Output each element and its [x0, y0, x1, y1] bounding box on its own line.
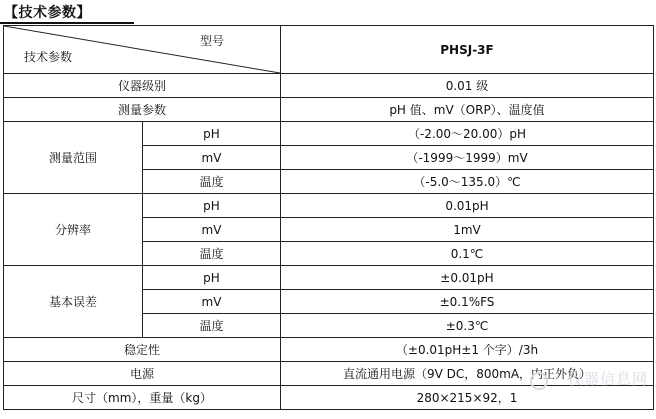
sub-label: 温度	[143, 170, 281, 194]
row-value: （-2.00～20.00）pH	[281, 122, 654, 146]
row-label: 稳定性	[4, 338, 281, 362]
row-value: 280×215×92，1	[281, 386, 654, 410]
row-value: 直流通用电源（9V DC，800mA，内正外负）	[281, 362, 654, 386]
table-row	[4, 194, 654, 218]
watermark: 仪器信息网	[567, 370, 648, 388]
watermark-logo-icon	[530, 372, 548, 390]
sub-label: mV	[143, 146, 281, 170]
row-label: 仪器级别	[4, 74, 281, 98]
model-label: 型号	[199, 34, 224, 48]
table-row	[4, 122, 654, 146]
row-label: 测量参数	[4, 98, 281, 122]
row-value: （-1999～1999）mV	[281, 146, 654, 170]
row-value: （±0.01pH±1 个字）/3h	[281, 338, 654, 362]
row-value: 0.01 级	[281, 74, 654, 98]
table-row	[4, 338, 654, 362]
row-value: ±0.1%FS	[281, 290, 654, 314]
row-label: 尺寸（mm），重量（kg）	[4, 386, 281, 410]
sub-label: pH	[143, 266, 281, 290]
sub-label: 温度	[143, 314, 281, 338]
table-row	[4, 74, 654, 98]
param-label: 技术参数	[24, 50, 73, 64]
row-value: （-5.0～135.0）℃	[281, 170, 654, 194]
sub-label: pH	[143, 194, 281, 218]
model-value: PHSJ-3F	[281, 26, 654, 74]
section-heading: 【技术参数】	[4, 5, 91, 21]
row-value: 0.01pH	[281, 194, 654, 218]
header-row	[4, 26, 654, 74]
row-label: 电源	[4, 362, 281, 386]
sub-label: mV	[143, 290, 281, 314]
row-value: 0.1℃	[281, 242, 654, 266]
table-row	[4, 98, 654, 122]
spec-table	[3, 25, 654, 410]
row-value: ±0.3℃	[281, 314, 654, 338]
diagonal-header-cell	[4, 26, 281, 74]
group-label: 测量范围	[4, 122, 143, 194]
row-value: ±0.01pH	[281, 266, 654, 290]
sub-label: 温度	[143, 242, 281, 266]
sub-label: pH	[143, 122, 281, 146]
table-row	[4, 386, 654, 410]
table-row	[4, 266, 654, 290]
sub-label: mV	[143, 218, 281, 242]
row-value: pH 值、mV（ORP）、温度值	[281, 98, 654, 122]
group-label: 基本误差	[4, 266, 143, 338]
row-value: 1mV	[281, 218, 654, 242]
heading-underline	[0, 22, 134, 24]
group-label: 分辨率	[4, 194, 143, 266]
table-row	[4, 362, 654, 386]
